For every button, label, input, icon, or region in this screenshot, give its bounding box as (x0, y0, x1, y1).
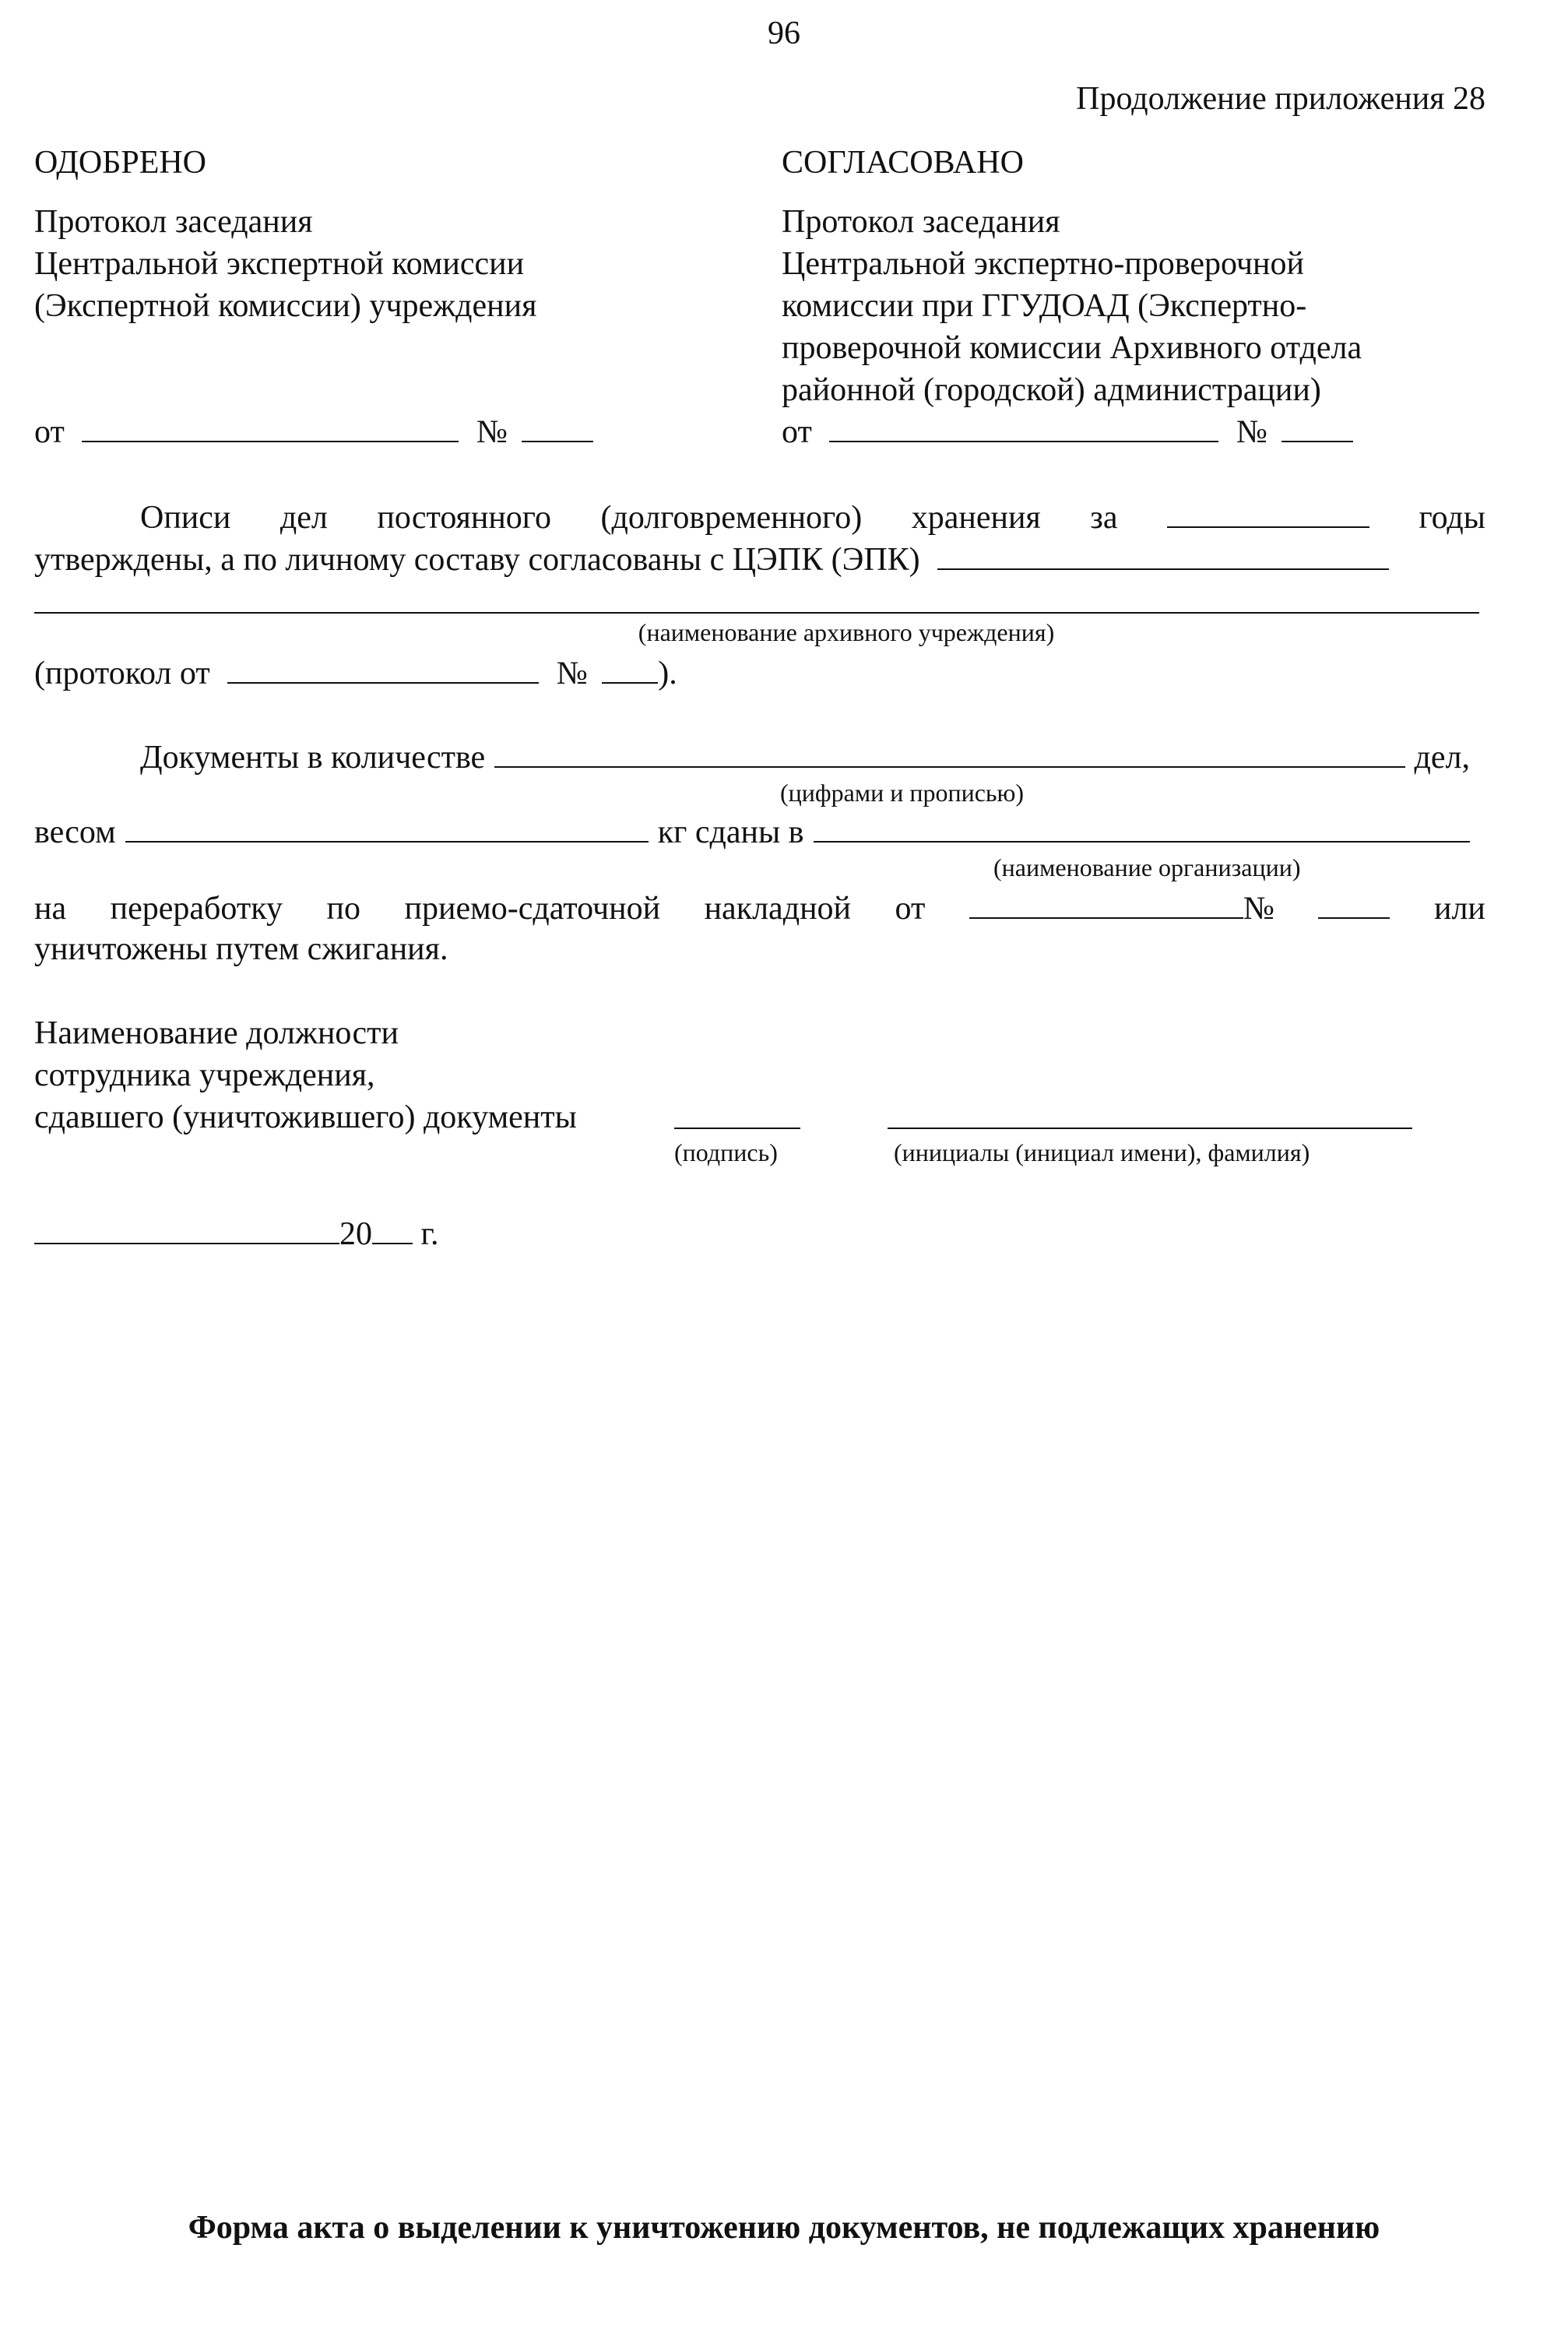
weight-prefix: весом (34, 814, 116, 850)
protocol-date-field[interactable] (227, 651, 539, 684)
year-field[interactable] (372, 1212, 413, 1244)
documents-count-prefix: Документы в количестве (140, 740, 486, 776)
agreed-heading: СОГЛАСОВАНО (782, 145, 1024, 181)
protocol-number-sign: № (556, 656, 588, 691)
inventory-word: Описи (140, 500, 231, 536)
year-prefix: 20 (339, 1216, 372, 1252)
inventory-word: (долговременного) (600, 500, 863, 536)
invoice-number-field[interactable] (1318, 886, 1390, 919)
agreed-block (782, 142, 1024, 184)
inventory-word: хранения (911, 500, 1041, 536)
position-line: Наименование должности (34, 1015, 399, 1051)
recycling-word: накладной (704, 891, 852, 927)
recycling-end: или (1433, 891, 1485, 927)
documents-count-row (140, 735, 1470, 779)
recycling-word: переработку (110, 891, 283, 927)
agreed-line: Центральной экспертно-проверочной (782, 246, 1304, 282)
recycling-row (34, 886, 1485, 930)
signature-field[interactable] (674, 1096, 800, 1129)
documents-count-field[interactable] (494, 735, 1405, 768)
invoice-number-sign: № (1243, 891, 1274, 927)
agreed-line: проверочной комиссии Архивного отдела (782, 330, 1362, 366)
protocol-row (34, 651, 677, 695)
agreed-line: районной (городской) администрации) (782, 372, 1321, 408)
inventory-years-word: годы (1419, 500, 1485, 536)
day-month-field[interactable] (34, 1212, 339, 1244)
approved-line: (Экспертной комиссии) учреждения (34, 288, 537, 324)
archive-name-field[interactable] (34, 581, 1479, 614)
agreed-line: Протокол заседания (782, 204, 1060, 240)
date-line (34, 1212, 439, 1255)
destroyed-line: уничтожены путем сжигания. (34, 931, 448, 967)
approved-date-prefix: от (34, 414, 65, 450)
page-number: 96 (768, 16, 800, 51)
approved-protocol-lines (34, 201, 536, 327)
agreed-number-sign: № (1236, 414, 1267, 450)
signature-caption: (подпись) (674, 1138, 778, 1166)
position-line: сотрудника учреждения, (34, 1057, 375, 1093)
weight-field[interactable] (125, 810, 649, 843)
agreed-line: комиссии при ГГУДОАД (Экспертно- (782, 288, 1307, 324)
full-name-field[interactable] (888, 1096, 1412, 1129)
approved-line: Центральной экспертной комиссии (34, 246, 525, 282)
archive-caption: (наименование архивного учреждения) (638, 618, 1055, 646)
agreed-protocol-lines (782, 201, 1362, 411)
approved-number-field[interactable] (522, 410, 593, 442)
agreed-date-row (782, 410, 1353, 453)
count-caption: (цифрами и прописью) (780, 779, 1025, 807)
position-lines (34, 1012, 577, 1138)
inventory-word: постоянного (377, 500, 551, 536)
recycling-word: по (326, 891, 361, 927)
invoice-date-field[interactable] (969, 886, 1243, 919)
weight-middle: кг сданы в (657, 814, 804, 850)
documents-count-suffix: дел, (1414, 740, 1470, 776)
recycling-word: на (34, 891, 67, 927)
inventory-approved-text: утверждены, а по личному составу согласованы с ЦЭПК (ЭПК) (34, 542, 920, 578)
year-suffix: г. (420, 1216, 439, 1252)
commission-field[interactable] (937, 537, 1389, 570)
inventory-line-2 (34, 537, 1389, 581)
inventory-word: за (1090, 500, 1118, 536)
approved-line: Протокол заседания (34, 204, 313, 240)
protocol-number-field[interactable] (602, 651, 658, 684)
agreed-date-prefix: от (782, 414, 812, 450)
recycling-word: от (895, 891, 926, 927)
approved-heading: ОДОБРЕНО (34, 145, 207, 181)
protocol-suffix: ). (658, 656, 677, 691)
approved-date-row (34, 410, 593, 453)
position-line: сдавшего (уничтожившего) документы (34, 1099, 577, 1135)
weight-row (34, 810, 1470, 853)
agreed-date-field[interactable] (829, 410, 1218, 442)
organization-caption: (наименование организации) (993, 853, 1301, 881)
years-field[interactable] (1167, 495, 1369, 528)
approved-date-field[interactable] (82, 410, 459, 442)
full-name-caption: (инициалы (инициал имени), фамилия) (894, 1138, 1310, 1166)
form-title: Форма акта о выделении к уничтожению документов, не подлежащих хранению (188, 2210, 1380, 2246)
inventory-line-1 (140, 495, 1485, 539)
inventory-word: дел (279, 500, 328, 536)
approved-number-sign: № (476, 414, 508, 450)
approved-block (34, 142, 206, 184)
agreed-number-field[interactable] (1281, 410, 1353, 442)
recycling-word: приемо-сдаточной (404, 891, 661, 927)
organization-field[interactable] (814, 810, 1470, 843)
protocol-prefix: (протокол от (34, 656, 210, 691)
appendix-note: Продолжение приложения 28 (1076, 81, 1485, 117)
